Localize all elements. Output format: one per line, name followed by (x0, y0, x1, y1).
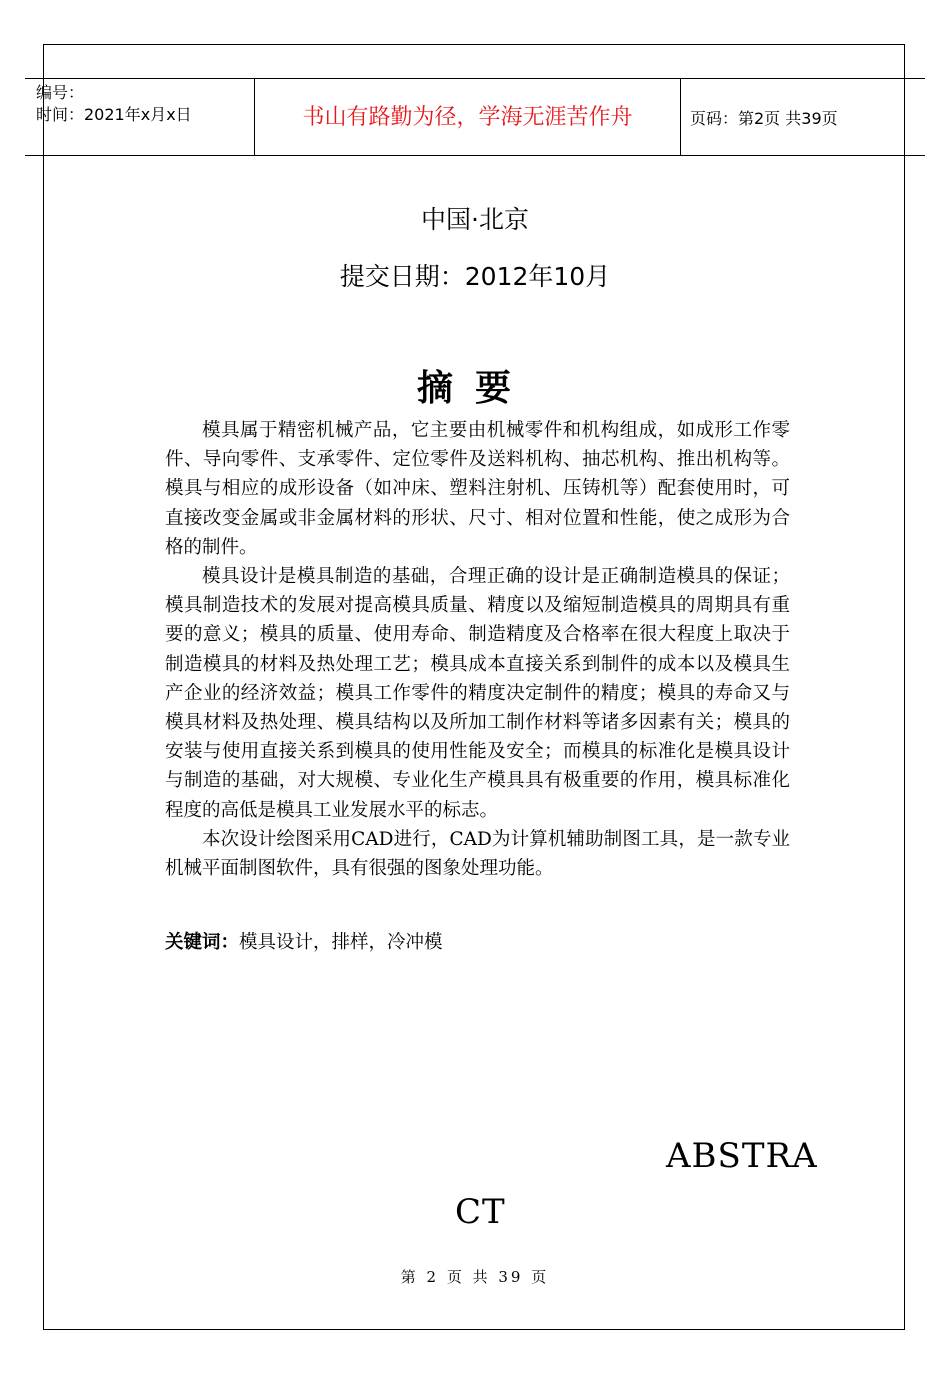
abstract-paragraph-2: 模具设计是模具制造的基础，合理正确的设计是正确制造模具的保证；模具制造技术的发展对提高模具质量、精度以及缩短制造模具的周期具有重要的意义；模具的质量、使用寿命、制造精度及合格率在很大程度上取决于制造模具的材料及热处理工艺；模具成本直接关系到制件的成本以及模具生产企业的经济效益；模具工作零件的精度决定制件的精度；模具的寿命又与模具材料及热处理、模具结构以及所加工制作材料等诸多因素有关；模具的安装与使用直接关系到模具的使用性能及安全；而模具的标准化是模具设计与制造的基础，对大规模、专业化生产模具具有极重要的作用，模具标准化程度的高低是模具工业发展水平的标志。 (165, 566, 790, 821)
header-bottom-rule (25, 155, 925, 156)
header-meta (36, 82, 192, 126)
keywords-label: 关键词： (165, 932, 240, 953)
submit-date: 提交日期：2012年10月 (339, 262, 611, 291)
keywords (165, 928, 443, 954)
header-number: 编号： (36, 83, 85, 102)
header-time: 时间：2021年x月x日 (36, 105, 192, 124)
abstract-en-title-line1: ABSTRA (666, 1136, 818, 1176)
keywords-value: 模具设计，排样，冷冲模 (239, 932, 443, 953)
header-divider-2 (680, 78, 681, 155)
page-footer: 第 2 页 共 39 页 (400, 1268, 550, 1286)
header-motto: 书山有路勤为径，学海无涯苦作舟 (302, 105, 633, 130)
abstract-paragraph-3: 本次设计绘图采用CAD进行，CAD为计算机辅助制图工具，是一款专业机械平面制图软件，具有很强的图象处理功能。 (165, 828, 790, 880)
abstract-title: 摘要 (416, 367, 533, 409)
location: 中国·北京 (421, 205, 529, 234)
abstract-en-title-line2: CT (455, 1192, 506, 1232)
header-top-rule (25, 78, 925, 79)
header-page-info: 页码：第2页 共39页 (690, 109, 838, 128)
abstract-paragraph-1: 模具属于精密机械产品，它主要由机械零件和机构组成，如成形工作零件、导向零件、支承零件、定位零件及送料机构、抽芯机构、推出机构等。模具与相应的成形设备（如冲床、塑料注射机、压铸机等）配套使用时，可直接改变金属或非金属材料的形状、尺寸、相对位置和性能，使之成形为合格的制件。 (165, 420, 790, 558)
abstract-body (165, 416, 790, 883)
